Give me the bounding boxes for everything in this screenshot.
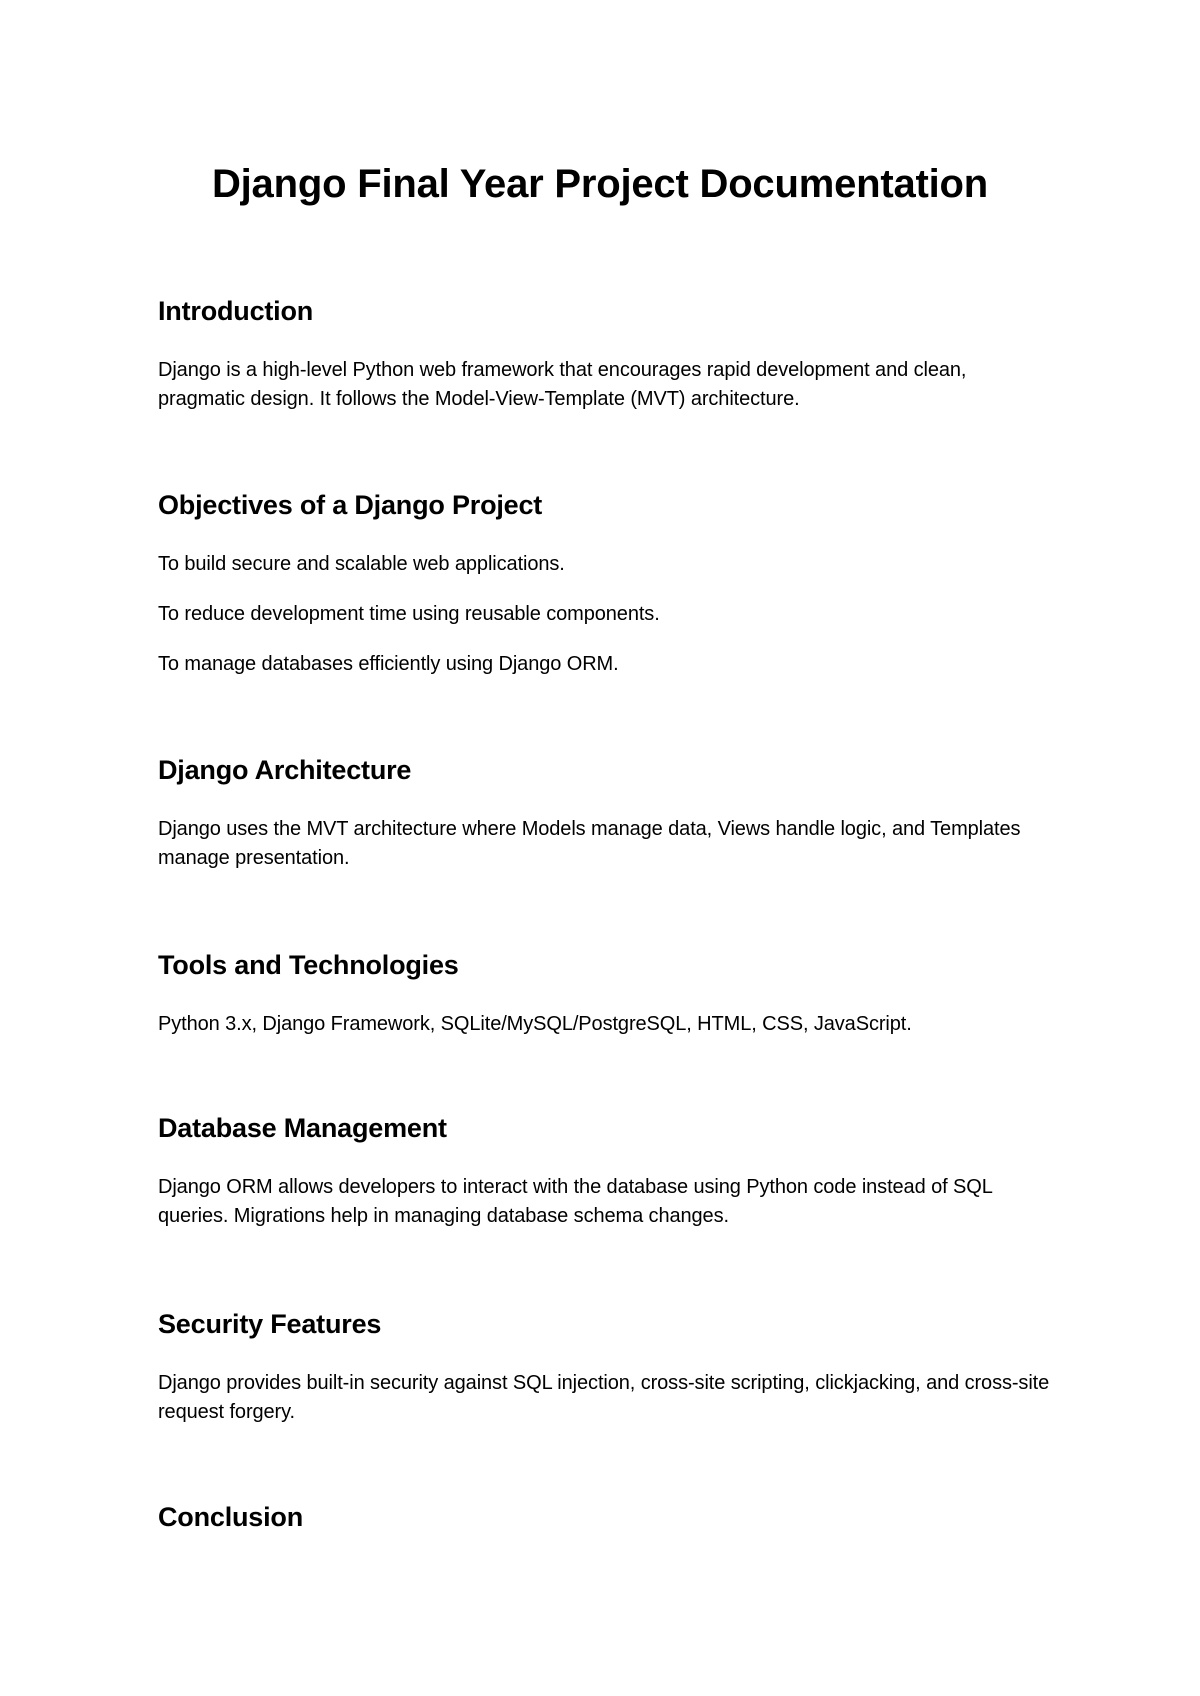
section-introduction [158, 294, 1058, 414]
section-paragraph: Python 3.x, Django Framework, SQLite/MySQL/PostgreSQL, HTML, CSS, JavaScript. [158, 1013, 912, 1035]
section-heading: Django Architecture [158, 755, 412, 785]
section-database [158, 1111, 1058, 1231]
section-tools [158, 948, 1058, 1039]
section-heading: Tools and Technologies [158, 950, 459, 980]
list-item: To manage databases efficiently using Django ORM. [158, 653, 619, 675]
document-title: Django Final Year Project Documentation [211, 162, 989, 206]
section-heading: Objectives of a Django Project [158, 490, 543, 520]
section-architecture [158, 753, 1058, 873]
section-paragraph: Django ORM allows developers to interact with the database using Python code instead of SQL queries. Migrations help in managing database schema changes. [158, 1176, 992, 1227]
section-conclusion [158, 1500, 1058, 1534]
section-heading: Conclusion [158, 1502, 303, 1532]
section-heading: Database Management [158, 1113, 447, 1143]
objectives-list [158, 550, 1058, 679]
list-item: To reduce development time using reusable components. [158, 603, 660, 625]
section-heading: Introduction [158, 296, 314, 326]
section-objectives [158, 488, 1058, 679]
section-paragraph: Django provides built-in security against SQL injection, cross-site scripting, clickjacking, and cross-site request forgery. [158, 1372, 1050, 1423]
section-paragraph: Django is a high-level Python web framework that encourages rapid development and clean, pragmatic design. It follows the Model-View-Template (MVT) architecture. [158, 359, 967, 410]
list-item: To build secure and scalable web applications. [158, 553, 565, 575]
section-heading: Security Features [158, 1309, 382, 1339]
section-security [158, 1307, 1058, 1427]
section-paragraph: Django uses the MVT architecture where Models manage data, Views handle logic, and Templates manage presentation. [158, 818, 1021, 869]
